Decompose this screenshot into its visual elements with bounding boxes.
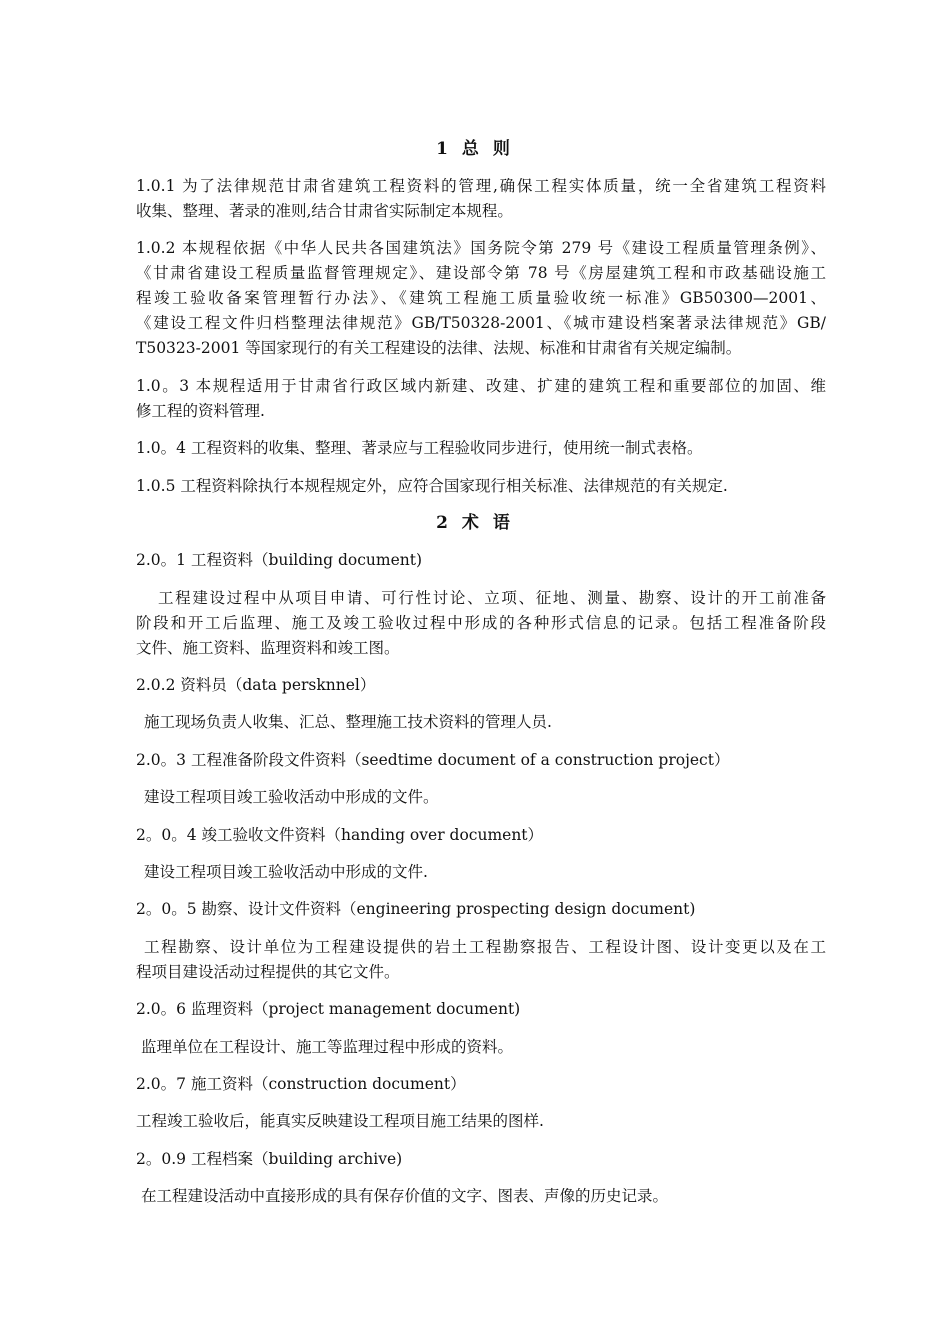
clause-1-0-3-line-2: 修工程的资料管理. bbox=[136, 402, 265, 420]
term-2-0-6-title: 2.0。6 监理资料（project management document) bbox=[136, 1000, 521, 1018]
clause-1-0-2-line-3: 程竣工验收备案管理暂行办法》、《建筑工程施工质量验收统一标准》GB50300—2001、 bbox=[136, 289, 826, 307]
term-2-0-4-body: 建设工程项目竣工验收活动中形成的文件. bbox=[144, 863, 428, 881]
clause-1-0-5: 1.0.5 工程资料除执行本规程规定外，应符合国家现行相关标准、法律规范的有关规定. bbox=[136, 477, 728, 495]
clause-1-0-4: 1.0。4 工程资料的收集、整理、著录应与工程验收同步进行，使用统一制式表格。 bbox=[136, 439, 703, 457]
term-2-0-9-body: 在工程建设活动中直接形成的具有保存价值的文字、图表、声像的历史记录。 bbox=[141, 1187, 669, 1205]
term-2-0-5-body-line-1 bbox=[144, 938, 826, 957]
term-2-0-1-body-line-3: 文件、施工资料、监理资料和竣工图。 bbox=[136, 639, 400, 657]
clause-1-0-2-line-4: 《建设工程文件归档整理法律规范》GB/T50328-2001、《城市建设档案著录法律规范》GB/ bbox=[136, 314, 826, 332]
term-2-0-5-body-line-1-text: 工程勘察、设计单位为工程建设提供的岩土工程勘察报告、工程设计图、设计变更以及在工 bbox=[144, 938, 826, 956]
term-2-0-7-title: 2.0。7 施工资料（construction document） bbox=[136, 1075, 466, 1093]
section-heading-general: 1 总 则 bbox=[436, 139, 514, 159]
clause-1-0-2-line-1: 1.0.2 本规程依据《中华人民共各国建筑法》国务院令第 279 号《建设工程质量管理条例》、 bbox=[136, 239, 826, 257]
term-2-0-1-body-line-1 bbox=[158, 589, 826, 608]
clause-1-0-3-line-1: 1.0。3 本规程适用于甘肃省行政区域内新建、改建、扩建的建筑工程和重要部位的加固、维 bbox=[136, 377, 826, 395]
term-2-0-5-title: 2。0。5 勘察、设计文件资料（engineering prospecting design document) bbox=[136, 900, 696, 918]
clause-1-0-2-line-2: 《甘肃省建设工程质量监督管理规定》、建设部令第 78 号《房屋建筑工程和市政基础设施工 bbox=[136, 264, 826, 282]
term-2-0-1-body-line-2: 阶段和开工后监理、施工及竣工验收过程中形成的各种形式信息的记录。包括工程准备阶段 bbox=[136, 614, 826, 632]
term-2-0-7-body: 工程竣工验收后，能真实反映建设工程项目施工结果的图样. bbox=[136, 1112, 544, 1130]
term-2-0-1-title: 2.0。1 工程资料（building document) bbox=[136, 551, 423, 569]
term-2-0-5-body-line-2: 程项目建设活动过程提供的其它文件。 bbox=[136, 963, 400, 981]
term-2-0-2-body: 施工现场负责人收集、汇总、整理施工技术资料的管理人员. bbox=[144, 713, 552, 731]
term-2-0-3-title: 2.0。3 工程准备阶段文件资料（seedtime document of a construction project） bbox=[136, 751, 730, 769]
clause-1-0-2-line-5: T50323-2001 等国家现行的有关工程建设的法律、法规、标准和甘肃省有关规定编制。 bbox=[136, 339, 742, 357]
term-2-0-6-body: 监理单位在工程设计、施工等监理过程中形成的资料。 bbox=[141, 1038, 514, 1056]
term-2-0-4-title: 2。0。4 竣工验收文件资料（handing over document） bbox=[136, 826, 544, 844]
section-heading-terms: 2 术 语 bbox=[436, 513, 514, 533]
term-2-0-1-body-line-1-text: 工程建设过程中从项目申请、可行性讨论、立项、征地、测量、勘察、设计的开工前准备 bbox=[158, 589, 826, 607]
term-2-0-9-title: 2。0.9 工程档案（building archive) bbox=[136, 1150, 403, 1168]
clause-1-0-1-line-2: 收集、整理、著录的准则,结合甘肃省实际制定本规程。 bbox=[136, 202, 513, 220]
term-2-0-3-body: 建设工程项目竣工验收活动中形成的文件。 bbox=[144, 788, 439, 806]
term-2-0-2-title: 2.0.2 资料员（data persknnel） bbox=[136, 676, 376, 694]
clause-1-0-1-line-1: 1.0.1 为了法律规范甘肃省建筑工程资料的管理,确保工程实体质量，统一全省建筑工程资料 bbox=[136, 177, 826, 195]
